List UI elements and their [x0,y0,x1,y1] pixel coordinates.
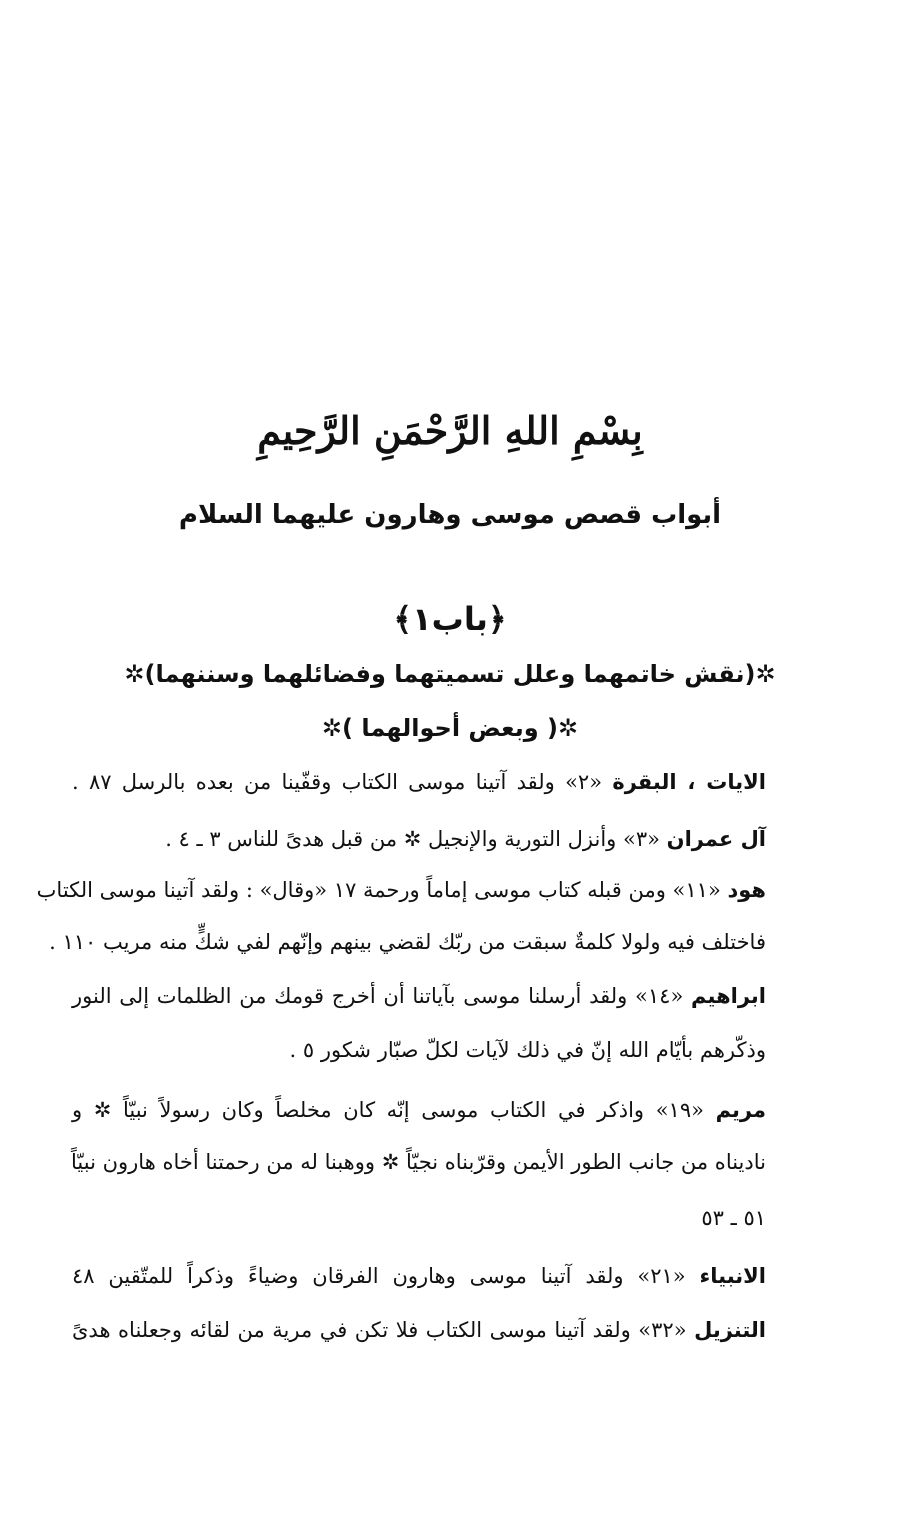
verse-text: «٣» وأنزل التورية والإنجيل ✲ من قبل هدىً للناس ٣ ـ ٤ . [165,827,667,851]
verse-text: «٣٢» ولقد آتينا موسى الكتاب فلا تكن في مرية من لقائه وجعلناه هدىً [72,1318,695,1342]
chapter-subtitle-line-1: ✲(نقش خاتمهما وعلل تسميتهما وفضائلهما وسننهما)✲ [124,660,776,688]
surah-name: الانبياء [699,1264,766,1288]
surah-name: الايات ، البقرة [612,770,767,794]
text-line [72,1318,766,1342]
verse-text: ناديناه من جانب الطور الأيمن وقرّبناه نجيّاً ✲ ووهبنا له من رحمتنا أخاه هارون نبيّاً [71,1150,766,1174]
surah-name: هود [727,878,766,902]
verse-text: «٢» ولقد آتينا موسى الكتاب وقفّينا من بعده بالرسل ٨٧ . [72,770,613,794]
basmala-heading: بِسْمِ اللهِ الرَّحْمَنِ الرَّحِيمِ [257,408,643,453]
text-line [36,878,766,902]
text-line [72,770,766,794]
verse-text: «٢١» ولقد آتينا موسى وهارون الفرقان وضياءً وذكراً للمتّقين ٤٨ [72,1264,700,1288]
verse-text: ٥١ ـ ٥٣ [701,1206,766,1230]
verse-text: «١٤» ولقد أرسلنا موسى بآياتنا أن أخرج قومك من الظلمات إلى النور [72,984,692,1008]
verse-text: «١١» ومن قبله كتاب موسى إماماً ورحمة ١٧ «وقال» : ولقد آتينا موسى الكتاب [36,878,728,902]
surah-name: التنزيل [694,1318,766,1342]
verse-text: فاختلف فيه ولولا كلمةٌ سبقت من ربّك لقضي بينهم وإنّهم لفي شكٍّ منه مريب ١١٠ . [49,930,766,954]
text-line [72,1206,766,1230]
verse-text: «١٩» واذكر في الكتاب موسى إنّه كان مخلصاً وكان رسولاً نبيّاً ✲ و [72,1098,716,1122]
text-line [72,827,766,851]
verse-text: وذكّرهم بأيّام الله إنّ في ذلك لآيات لكلّ صبّار شكور ٥ . [289,1038,766,1062]
text-line [72,984,766,1008]
text-line [72,1038,766,1062]
section-subtitle: أبواب قصص موسى وهارون عليهما السلام [178,500,722,530]
surah-name: آل عمران [666,827,766,851]
chapter-title: ﴿باب١﴾ [393,600,507,638]
surah-name: ابراهيم [691,984,766,1008]
text-line [72,1098,766,1122]
chapter-subtitle-line-2: ✲( وبعض أحوالهما )✲ [321,714,579,742]
surah-name: مريم [715,1098,766,1122]
text-line [49,930,766,954]
text-line [72,1150,766,1174]
text-line [72,1264,766,1288]
